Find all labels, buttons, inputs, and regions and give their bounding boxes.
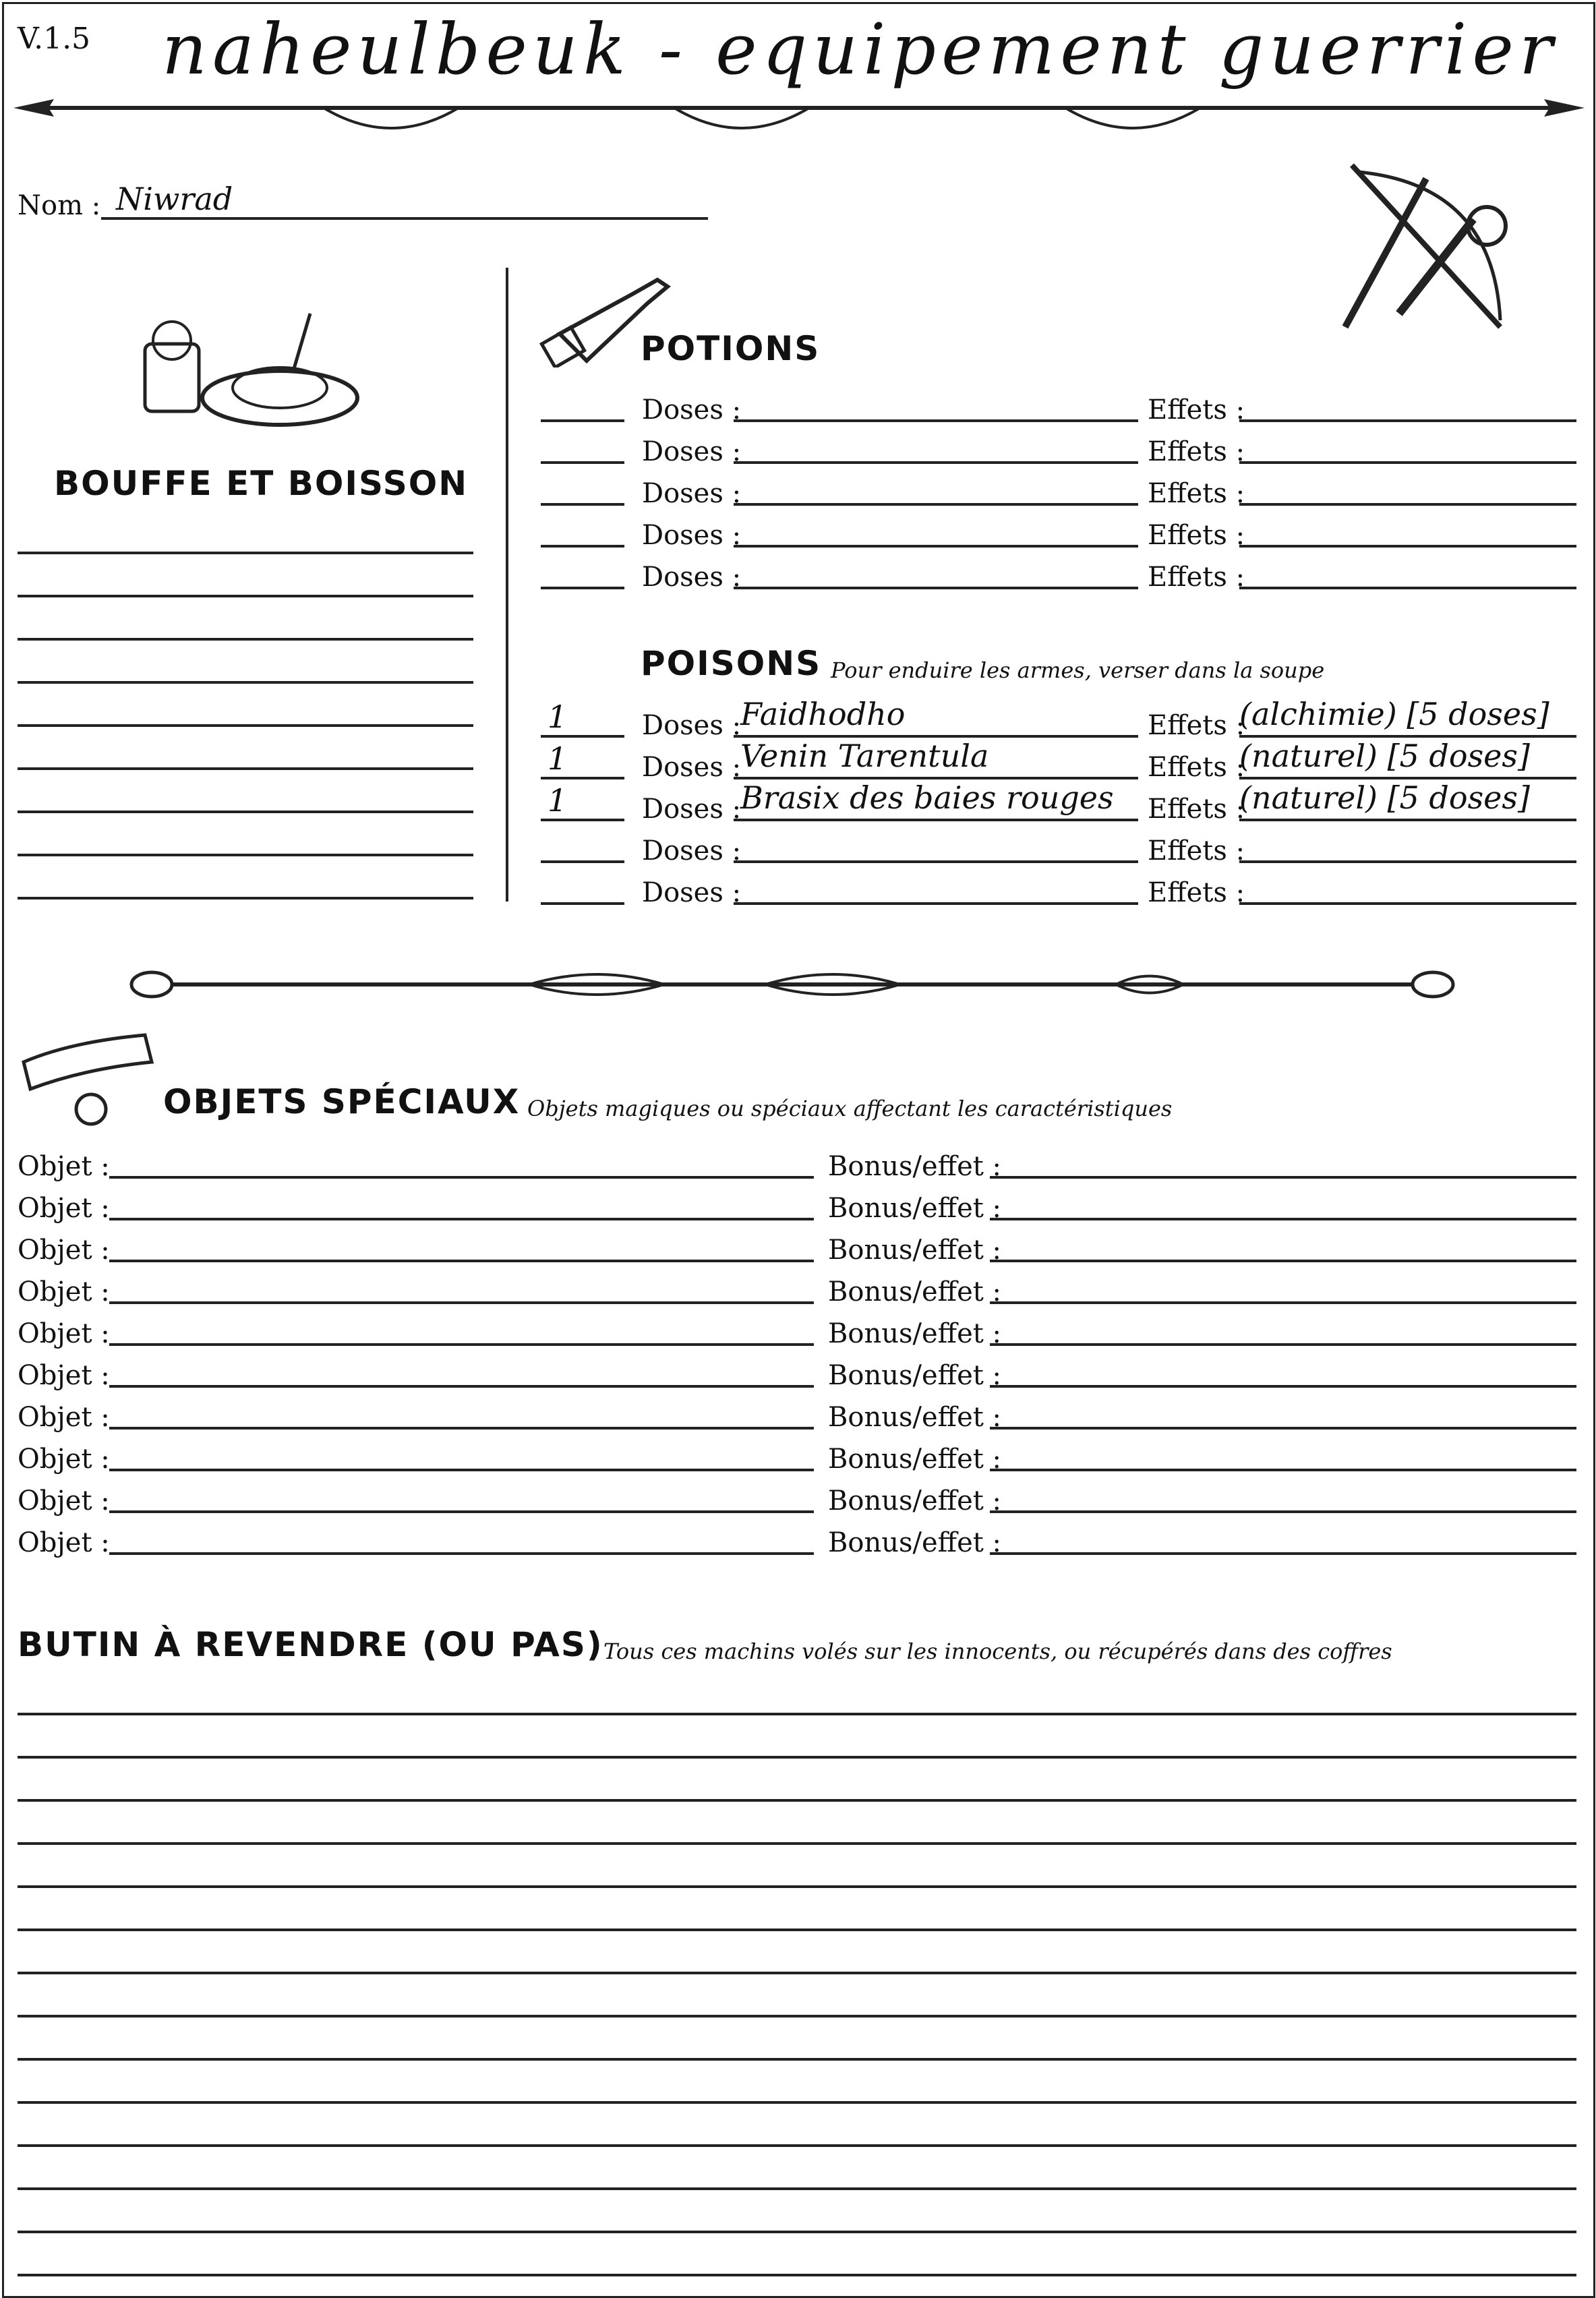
bonus-label: Bonus/effet : [828, 1402, 1002, 1433]
potion-effets-line[interactable] [1239, 587, 1576, 589]
butin-line[interactable] [18, 1885, 1576, 1888]
potion-doses-label: Doses : [642, 394, 742, 425]
potion-qty-line[interactable] [541, 503, 624, 506]
potion-doses-label: Doses : [642, 478, 742, 509]
objet-line[interactable] [109, 1343, 814, 1346]
bouffe-title: BOUFFE ET BOISSON [54, 464, 469, 503]
poison-effets-line[interactable] [1239, 860, 1576, 863]
objet-label: Objet : [18, 1402, 110, 1433]
poison-doses-label: Doses : [642, 752, 742, 783]
objet-label: Objet : [18, 1360, 110, 1391]
poison-doses-line[interactable] [734, 902, 1138, 905]
bonus-line[interactable] [990, 1218, 1576, 1220]
bonus-label: Bonus/effet : [828, 1444, 1002, 1475]
butin-line[interactable] [18, 1928, 1576, 1931]
objet-label: Objet : [18, 1235, 110, 1266]
objet-line[interactable] [109, 1260, 814, 1262]
name-value[interactable]: Niwrad [116, 181, 233, 217]
objet-label: Objet : [18, 1318, 110, 1349]
poison-effets-line[interactable] [1239, 902, 1576, 905]
food-and-drink-illustration [138, 303, 361, 432]
potion-effets-label: Effets : [1148, 478, 1245, 509]
bouffe-line[interactable] [18, 854, 473, 856]
bonus-label: Bonus/effet : [828, 1527, 1002, 1558]
butin-line[interactable] [18, 2187, 1576, 2190]
bonus-label: Bonus/effet : [828, 1151, 1002, 1182]
potion-doses-line[interactable] [734, 419, 1138, 422]
name-label: Nom : [18, 190, 101, 221]
poison-doses-line [734, 819, 1138, 821]
potion-doses-line[interactable] [734, 503, 1138, 506]
bonus-line[interactable] [990, 1260, 1576, 1262]
poison-effets-value[interactable]: (naturel) [5 doses] [1239, 738, 1530, 774]
scroll-and-ring-icon [17, 1028, 158, 1129]
butin-line[interactable] [18, 2231, 1576, 2233]
crossed-weapons-illustration [1332, 158, 1527, 334]
poison-qty-line[interactable] [541, 860, 624, 863]
objet-label: Objet : [18, 1485, 110, 1516]
bonus-label: Bonus/effet : [828, 1235, 1002, 1266]
objet-line[interactable] [109, 1385, 814, 1388]
objet-line[interactable] [109, 1427, 814, 1430]
objet-label: Objet : [18, 1527, 110, 1558]
potion-effets-label: Effets : [1148, 520, 1245, 551]
poison-effets-label: Effets : [1148, 752, 1245, 783]
bonus-line[interactable] [990, 1343, 1576, 1346]
potion-doses-label: Doses : [642, 436, 742, 467]
potion-effets-line[interactable] [1239, 419, 1576, 422]
potion-doses-label: Doses : [642, 562, 742, 593]
poison-qty-value[interactable]: 1 [548, 782, 568, 819]
objet-label: Objet : [18, 1444, 110, 1475]
poison-effets-line [1239, 819, 1576, 821]
potion-doses-line[interactable] [734, 545, 1138, 548]
poison-effets-label: Effets : [1148, 794, 1245, 825]
poison-qty-line [541, 735, 624, 738]
poison-effets-label: Effets : [1148, 710, 1245, 741]
bonus-line[interactable] [990, 1176, 1576, 1179]
potion-doses-line[interactable] [734, 587, 1138, 589]
bouffe-line[interactable] [18, 638, 473, 641]
bonus-line[interactable] [990, 1469, 1576, 1471]
potion-effets-label: Effets : [1148, 562, 1245, 593]
butin-line[interactable] [18, 1713, 1576, 1715]
butin-line[interactable] [18, 2274, 1576, 2276]
poison-effets-value[interactable]: (alchimie) [5 doses] [1239, 696, 1549, 732]
poisons-subtitle: Pour enduire les armes, verser dans la soupe [831, 657, 1325, 683]
bonus-label: Bonus/effet : [828, 1193, 1002, 1224]
objet-line[interactable] [109, 1510, 814, 1513]
bouffe-line[interactable] [18, 552, 473, 554]
poison-doses-label: Doses : [642, 794, 742, 825]
bonus-label: Bonus/effet : [828, 1318, 1002, 1349]
poison-doses-label: Doses : [642, 877, 742, 908]
objet-line[interactable] [109, 1218, 814, 1220]
bonus-label: Bonus/effet : [828, 1360, 1002, 1391]
butin-line[interactable] [18, 1842, 1576, 1845]
poison-doses-line[interactable] [734, 860, 1138, 863]
objets-subtitle: Objets magiques ou spéciaux affectant les caractéristiques [527, 1096, 1173, 1121]
butin-subtitle: Tous ces machins volés sur les innocents, ou récupérés dans des coffres [603, 1639, 1392, 1664]
poison-doses-value[interactable]: Brasix des baies rouges [740, 779, 1114, 816]
objet-label: Objet : [18, 1193, 110, 1224]
potions-title: POTIONS [641, 329, 821, 368]
bouffe-line[interactable] [18, 681, 473, 684]
poison-qty-line [541, 777, 624, 779]
objets-title: OBJETS SPÉCIAUX [163, 1082, 521, 1121]
column-divider [506, 268, 508, 902]
potion-effets-line[interactable] [1239, 461, 1576, 464]
name-line [101, 217, 708, 220]
poisons-title: POISONS [641, 644, 822, 683]
version-label: V.1.5 [18, 22, 91, 56]
butin-line[interactable] [18, 2058, 1576, 2061]
potion-qty-line[interactable] [541, 461, 624, 464]
bonus-line[interactable] [990, 1427, 1576, 1430]
potion-effets-label: Effets : [1148, 436, 1245, 467]
objet-line[interactable] [109, 1469, 814, 1471]
potion-qty-line[interactable] [541, 587, 624, 589]
bonus-line[interactable] [990, 1552, 1576, 1555]
bonus-line[interactable] [990, 1510, 1576, 1513]
potion-doses-line[interactable] [734, 461, 1138, 464]
objet-label: Objet : [18, 1276, 110, 1307]
bouffe-line[interactable] [18, 767, 473, 770]
butin-line[interactable] [18, 2015, 1576, 2017]
poison-effets-label: Effets : [1148, 835, 1245, 866]
poison-qty-line[interactable] [541, 902, 624, 905]
page-title: naheulbeuk - equipement guerrier [162, 8, 1558, 90]
poison-doses-label: Doses : [642, 710, 742, 741]
objet-label: Objet : [18, 1151, 110, 1182]
butin-title: BUTIN À REVENDRE (OU PAS) [18, 1625, 603, 1664]
potion-qty-line[interactable] [541, 419, 624, 422]
bouffe-line[interactable] [18, 897, 473, 900]
poison-qty-line [541, 819, 624, 821]
bouffe-line[interactable] [18, 811, 473, 813]
butin-line[interactable] [18, 1972, 1576, 1974]
objet-line[interactable] [109, 1552, 814, 1555]
objet-line[interactable] [109, 1176, 814, 1179]
butin-line[interactable] [18, 2101, 1576, 2104]
bonus-line[interactable] [990, 1301, 1576, 1304]
potion-effets-label: Effets : [1148, 394, 1245, 425]
poison-effets-value[interactable]: (naturel) [5 doses] [1239, 779, 1530, 816]
potion-effets-line[interactable] [1239, 545, 1576, 548]
bonus-label: Bonus/effet : [828, 1485, 1002, 1516]
poison-doses-value[interactable]: Venin Tarentula [740, 738, 989, 774]
poison-qty-value[interactable]: 1 [548, 699, 568, 735]
poison-effets-label: Effets : [1148, 877, 1245, 908]
potion-qty-line[interactable] [541, 545, 624, 548]
bonus-line[interactable] [990, 1385, 1576, 1388]
butin-line[interactable] [18, 2144, 1576, 2147]
poison-qty-value[interactable]: 1 [548, 740, 568, 777]
poison-doses-label: Doses : [642, 835, 742, 866]
potion-doses-label: Doses : [642, 520, 742, 551]
staff-divider [125, 958, 1463, 1011]
potion-effets-line[interactable] [1239, 503, 1576, 506]
poison-doses-value[interactable]: Faidhodho [740, 696, 906, 732]
spear-divider [13, 84, 1585, 145]
butin-line[interactable] [18, 1756, 1576, 1759]
objet-line[interactable] [109, 1301, 814, 1304]
bouffe-line[interactable] [18, 595, 473, 597]
bouffe-line[interactable] [18, 724, 473, 727]
butin-line[interactable] [18, 1799, 1576, 1802]
bonus-label: Bonus/effet : [828, 1276, 1002, 1307]
